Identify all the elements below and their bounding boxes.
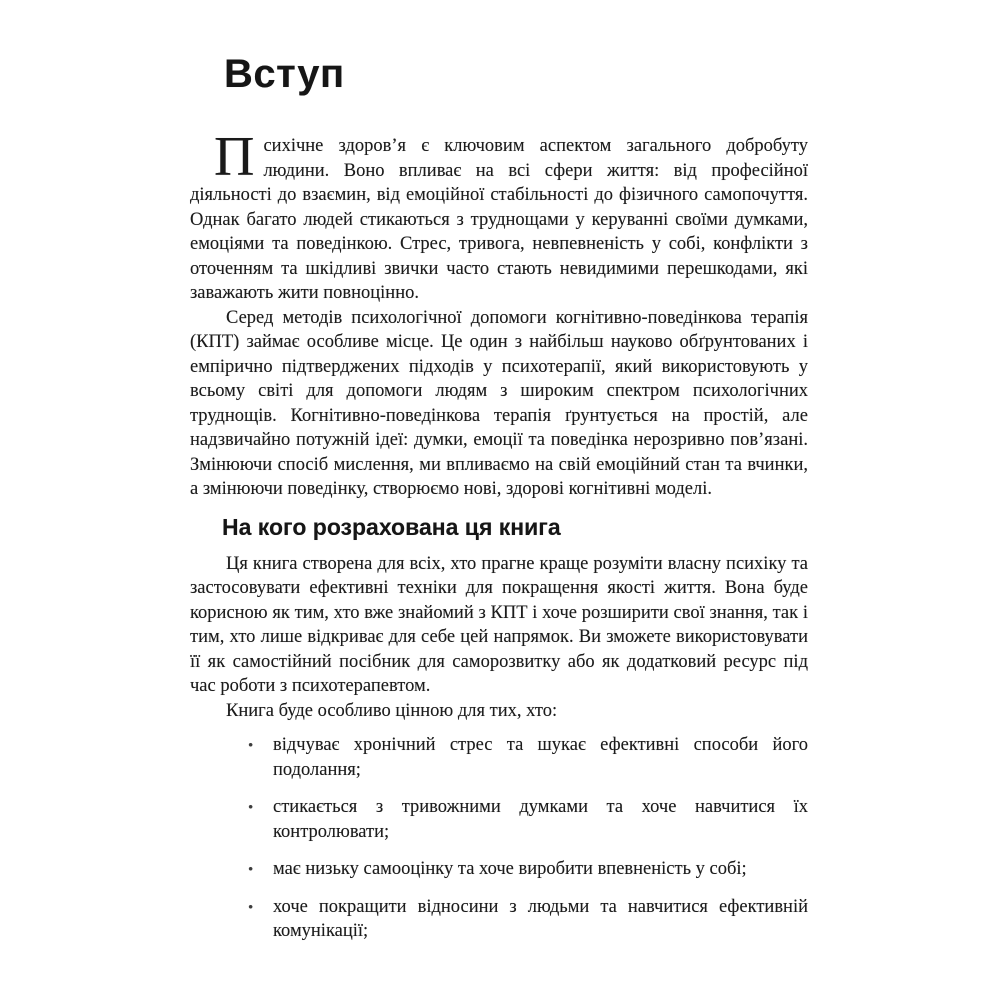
list-item [190, 895, 808, 944]
bullet-icon: • [248, 862, 254, 878]
bullet-icon: • [248, 899, 254, 916]
list-item [190, 795, 808, 844]
paragraph-audience: Ця книга створена для всіх, хто прагне краще розуміти власну психіку та застосовувати ефективні техніки для покращення якості життя. Вона буде корисною як тим, хто вже знайомий з КПТ і хоче розширити свої знання, так і тим, хто лише відкриває для себе цей напрямок. Ви зможете використовувати її як самостійний посібник для саморозвитку або як додатковий ресурс під час роботи з психотерапевтом. [190, 553, 808, 696]
audience-bullet-list [190, 733, 808, 944]
intro-paragraph-text: сихічне здоров’я є ключовим аспектом загального добробуту людини. Воно впливає на всі сфери життя: від професійної діяльності до взаємин, від емоційної стабільності до фізичного самопочуття. Однак багато людей стикаються з труднощами у керуванні своїми думками, емоціями та поведінкою. Стрес, тривога, невпевненість у собі, конфлікти з оточенням та шкідливі звички часто стають невидимими перешкодами, які заважають жити повноцінно. [190, 136, 808, 303]
paragraph-list-lead: Книга буде особливо цінною для тих, хто: [226, 700, 558, 721]
paragraph-cbt-overview: Серед методів психологічної допомоги когнітивно-поведінкова терапія (КПТ) займає особливе місце. Це один з найбільш науково обґрунтованих і емпірично підтверджених підходів у психотерапії, який використовують у всьому світі для допомоги людям з широким спектром психологічних труднощів. Когнітивно-поведінкова терапія ґрунтується на простій, але надзвичайно потужній ідеї: думки, емоції та поведінка нерозривно пов’язані. Змінюючи спосіб мислення, ми впливаємо на свій емоційний стан та вчинки, а змінюючи поведінку, створюємо нові, здорові когнітивні моделі. [190, 307, 808, 499]
drop-cap-letter: П [214, 126, 255, 188]
page-title: Вступ [224, 52, 345, 96]
list-item-text: хоче покращити відносини з людьми та навчитися ефективній комунікації; [273, 896, 808, 941]
intro-paragraph [190, 126, 808, 306]
bullet-icon: • [248, 738, 254, 754]
list-item [190, 857, 808, 882]
page-content-column [190, 50, 808, 957]
bullet-icon: • [248, 800, 254, 816]
list-item [190, 733, 808, 782]
section-heading-audience: На кого розрахована ця книга [222, 513, 561, 540]
list-item-text: стикається з тривожними думками та хоче навчитися їх контролювати; [273, 797, 808, 842]
list-item-text: відчуває хронічний стрес та шукає ефективні способи його подолання; [273, 735, 808, 780]
list-item-text: має низьку самооцінку та хоче виробити впевненість у собі; [273, 859, 747, 879]
